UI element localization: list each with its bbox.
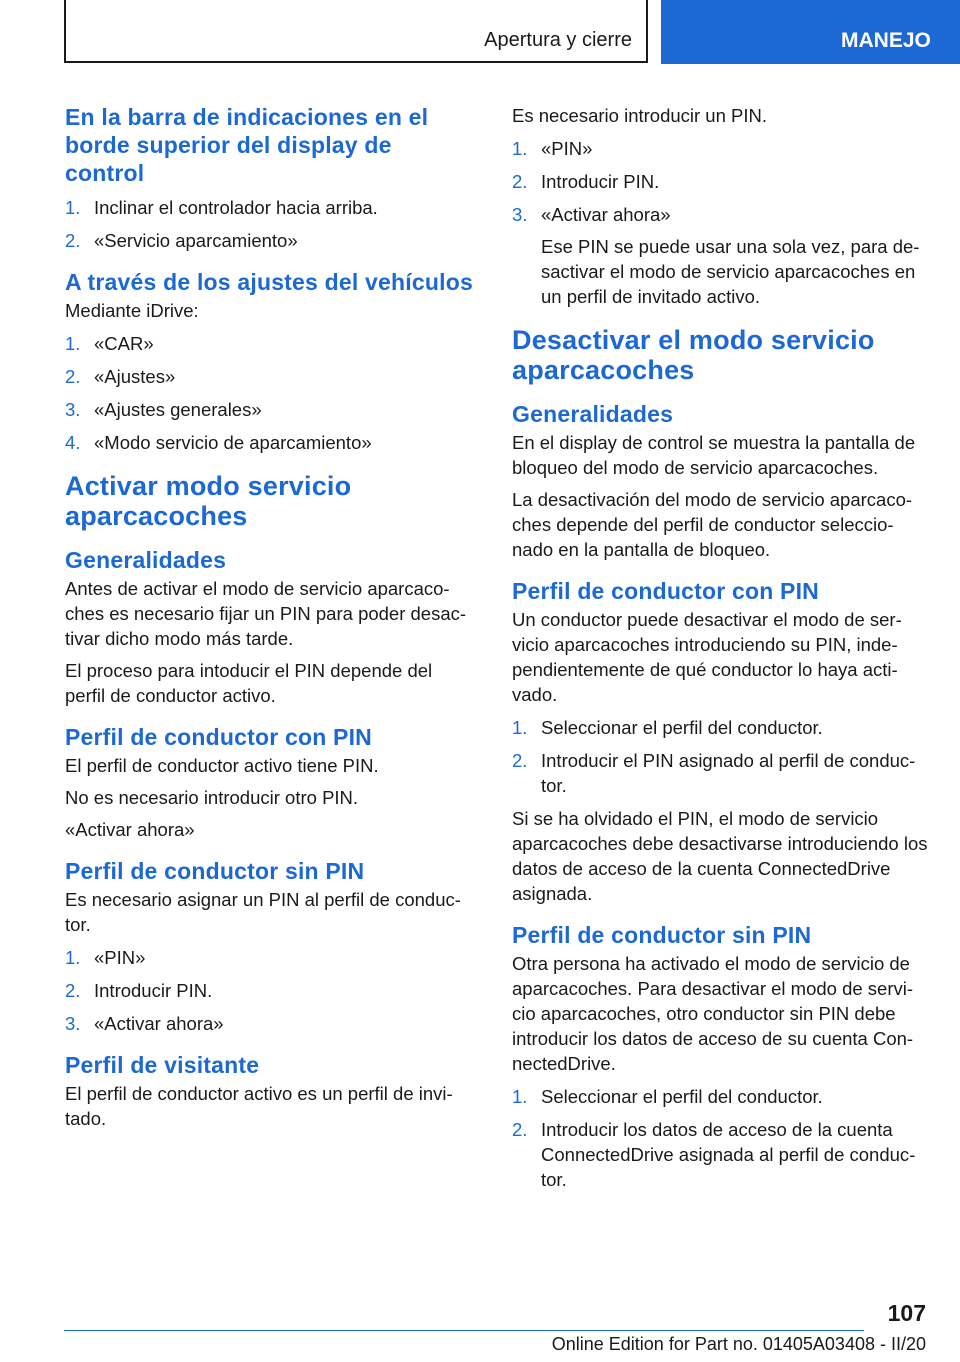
settings-steps — [65, 331, 477, 455]
paragraph: No es necesario introducir otro PIN. — [65, 787, 359, 808]
heading-visitor: Perfil de visitante — [65, 1052, 260, 1078]
step-note: Ese PIN se puede usar una sola vez, para desactivar el modo de servicio aparcacoches en un perfil de invitado activo. — [541, 236, 920, 307]
list-item: 3. «Activar ahora» Ese PIN se puede usar una sola vez, para desactivar el modo de servicio aparcacoches en un perfil de invitado activo. — [512, 202, 928, 309]
left-column — [65, 103, 477, 1138]
paragraph: Otra persona ha activado el modo de servicio de aparcacoches. Para desactivar el modo de servicio aparcacoches, otro conductor sin PIN debe introducir los datos de acceso de su cuenta ConnectedDrive. — [512, 953, 914, 1074]
list-item: 1. «PIN» — [65, 947, 146, 968]
paragraph: El perfil de conductor activo tiene PIN. — [65, 755, 379, 776]
heading-activate: Activar modo servicio aparcacoches — [65, 471, 352, 531]
paragraph: En el display de control se muestra la pantalla de bloqueo del modo de servicio aparcacoches. — [512, 432, 916, 478]
paragraph: La desactivación del modo de servicio aparcacoches depende del perfil de conductor seleccionado en la pantalla de bloqueo. — [512, 489, 913, 560]
topbar-steps — [65, 195, 477, 253]
paragraph: Un conductor puede desactivar el modo de servicio aparcacoches introduciendo su PIN, independientemente de qué conductor lo haya activado. — [512, 609, 902, 705]
list-item: 2. «Servicio aparcamiento» — [65, 230, 298, 251]
list-item: 2. Introducir PIN. — [512, 171, 660, 192]
list-item: 3. «Ajustes generales» — [65, 399, 262, 420]
visitor-steps — [512, 136, 928, 309]
paragraph: «Activar ahora» — [65, 819, 195, 840]
edition-note: Online Edition for Part no. 01405A03408 - II/20 — [551, 1334, 926, 1354]
paragraph: Es necesario asignar un PIN al perfil de conductor. — [65, 889, 461, 935]
list-item: 1. Inclinar el controlador hacia arriba. — [65, 197, 378, 218]
paragraph: Si se ha olvidado el PIN, el modo de servicio aparcacoches debe desactivarse introduciendo los datos de acceso de la cuenta ConnectedDrive asignada. — [512, 808, 928, 904]
list-item: 1. Seleccionar el perfil del conductor. — [512, 1086, 823, 1107]
heading-general: Generalidades — [65, 547, 227, 573]
list-item: 1. «PIN» — [512, 138, 593, 159]
without-pin-steps — [65, 945, 477, 1036]
list-item: 2. Introducir los datos de acceso de la cuenta ConnectedDrive asignada al perfil de conductor. — [512, 1119, 916, 1190]
paragraph: Mediante iDrive: — [65, 300, 199, 321]
chapter-tab-label: MANEJO — [841, 29, 931, 52]
paragraph: El proceso para intoducir el PIN depende del perfil de conductor activo. — [65, 660, 433, 706]
paragraph: Antes de activar el modo de servicio aparcacoches es necesario fijar un PIN para poder desactivar dicho modo más tarde. — [65, 578, 467, 649]
without-pin-steps — [512, 1084, 928, 1192]
right-column — [512, 103, 928, 1200]
list-item: 3. «Activar ahora» — [65, 1013, 224, 1034]
with-pin-steps — [512, 715, 928, 798]
heading-topbar: En la barra de indicaciones en el borde superior del display de control — [65, 104, 429, 186]
list-item: 2. Introducir el PIN asignado al perfil de conductor. — [512, 750, 916, 796]
heading-with-pin: Perfil de conductor con PIN — [65, 724, 372, 750]
paragraph: El perfil de conductor activo es un perfil de invitado. — [65, 1083, 453, 1129]
heading-with-pin: Perfil de conductor con PIN — [512, 578, 819, 604]
chapter-tab — [661, 0, 960, 64]
list-item: 2. «Ajustes» — [65, 366, 176, 387]
heading-deactivate: Desactivar el modo servicio aparcacoches — [512, 325, 875, 385]
list-item: 2. Introducir PIN. — [65, 980, 213, 1001]
section-title: Apertura y cierre — [484, 29, 632, 51]
footer-divider — [64, 1330, 864, 1331]
heading-without-pin: Perfil de conductor sin PIN — [65, 858, 365, 884]
paragraph: Es necesario introducir un PIN. — [512, 105, 768, 126]
page-number: 107 — [887, 1300, 926, 1326]
heading-without-pin: Perfil de conductor sin PIN — [512, 922, 812, 948]
heading-general: Generalidades — [512, 401, 674, 427]
list-item: 1. «CAR» — [65, 333, 154, 354]
list-item: 1. Seleccionar el perfil del conductor. — [512, 717, 823, 738]
heading-settings: A través de los ajustes del vehículos — [65, 269, 473, 295]
list-item: 4. «Modo servicio de aparcamiento» — [65, 432, 372, 453]
header-frame — [64, 0, 648, 63]
page-header — [0, 0, 960, 66]
